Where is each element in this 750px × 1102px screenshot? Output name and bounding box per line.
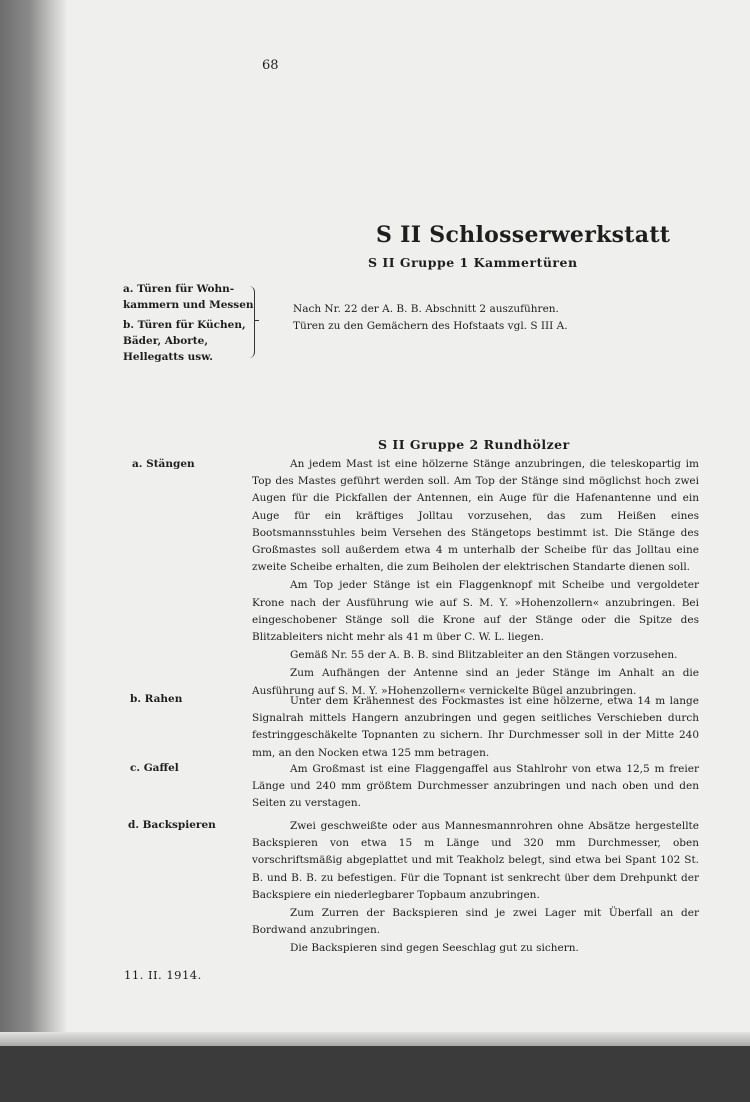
section-label-gaffel: c. Gaffel <box>130 762 179 774</box>
page-gutter-shadow <box>0 0 66 1046</box>
side-label-line: a. Türen für Wohn- <box>123 283 235 295</box>
section-title: S II Schlosserwerkstatt <box>376 222 671 248</box>
paragraph: Zwei geschweißte oder aus Mannesmannrohren ohne Absätze hergestellte Backspieren von etwa 15 m Länge und 320 mm Durchmesser, oben vorschriftsmäßig abgeplattet und mit Teakholz belegt, sind etwa bei Spant 102 St. B. und B. B. zu befestigen. Für die Topnant ist senkrecht über dem Drehpunkt der Backspiere ein niederlegbarer Topbaum anzubringen. <box>252 820 699 901</box>
group2-heading: S II Gruppe 2 Rundhölzer <box>378 437 570 452</box>
paragraph: Unter dem Krähennest des Fockmastes ist eine hölzerne, etwa 14 m lange Signalrah mittels Hangern anzubringen und gegen seitliches Verschieben durch festringgeschäkelte Topnanten zu sichern. Ihr Durchmesser soll in der Mitte 240 mm, an den Nocken etwa 125 mm betragen. <box>252 695 699 759</box>
section-label-backspieren: d. Backspieren <box>128 819 216 831</box>
section-body-backspieren <box>252 818 699 959</box>
curly-brace <box>246 286 255 358</box>
paragraph: Am Großmast ist eine Flaggengaffel aus Stahlrohr von etwa 12,5 m freier Länge und 240 mm größtem Durchmesser anzubringen und nach oben und den Seiten zu verstagen. <box>252 763 699 810</box>
group1-line: Türen zu den Gemächern des Hofstaats vgl. S III A. <box>293 320 568 332</box>
paragraph: Am Top jeder Stänge ist ein Flaggenknopf mit Scheibe und vergoldeter Krone nach der Ausführung wie auf S. M. Y. »Hohenzollern« anzubringen. Bei eingeschobener Stänge soll die Krone auf der Stänge oder die Spitze des Blitzableiters nicht mehr als 41 m über C. W. L. liegen. <box>252 579 699 644</box>
section-label-staengen: a. Stängen <box>132 458 195 470</box>
page-bottom-shadow <box>0 1032 750 1046</box>
side-label-a <box>123 281 254 313</box>
side-label-line: Bäder, Aborte, <box>123 335 208 347</box>
paragraph: Zum Aufhängen der Antenne sind an jeder Stänge im Anhalt an die Ausführung auf S. M. Y. »Hohenzollern« vernickelte Bügel anzubringen. <box>252 667 699 697</box>
side-label-line: kammern und Messen <box>123 299 254 311</box>
paragraph: Die Backspieren sind gegen Seeschlag gut zu sichern. <box>290 942 579 955</box>
group1-heading: S II Gruppe 1 Kammertüren <box>368 255 578 270</box>
paragraph: Gemäß Nr. 55 der A. B. B. sind Blitzableiter an den Stängen vorzusehen. <box>290 649 678 662</box>
section-body-rahen <box>252 693 699 763</box>
paragraph: An jedem Mast ist eine hölzerne Stänge anzubringen, die teleskopartig im Top des Mastes geführt werden soll. Am Top der Stänge sind möglichst hoch zwei Augen für die Pickfallen der Antennen, ein Auge für die Hafenantenne und ein Auge für ein kräftiges Jolltau vorzusehen, das zum Heißen eines Bootsmannsstuhles beim Versehen des Stängetops bestimmt ist. Die Stänge des Großmastes soll außerdem etwa 4 m unterhalb der Scheibe für das Jolltau eine zweite Scheibe erhalten, die zum Beiholen der elektrischen Standarte dienen soll. <box>252 458 699 574</box>
page-number: 68 <box>262 58 279 73</box>
paragraph: Zum Zurren der Backspieren sind je zwei Lager mit Überfall an der Bordwand anzubringen. <box>252 907 699 937</box>
group1-line: Nach Nr. 22 der A. B. B. Abschnitt 2 auszuführen. <box>293 303 559 315</box>
side-label-line: b. Türen für Küchen, <box>123 319 246 331</box>
side-label-line: Hellegatts usw. <box>123 351 213 363</box>
section-body-gaffel <box>252 761 699 814</box>
group1-text <box>293 301 568 335</box>
footer-date: 11. II. 1914. <box>124 968 202 982</box>
section-label-rahen: b. Rahen <box>130 693 183 705</box>
side-label-b <box>123 317 246 365</box>
curly-brace-tip <box>254 320 259 321</box>
section-body-staengen <box>252 456 699 701</box>
